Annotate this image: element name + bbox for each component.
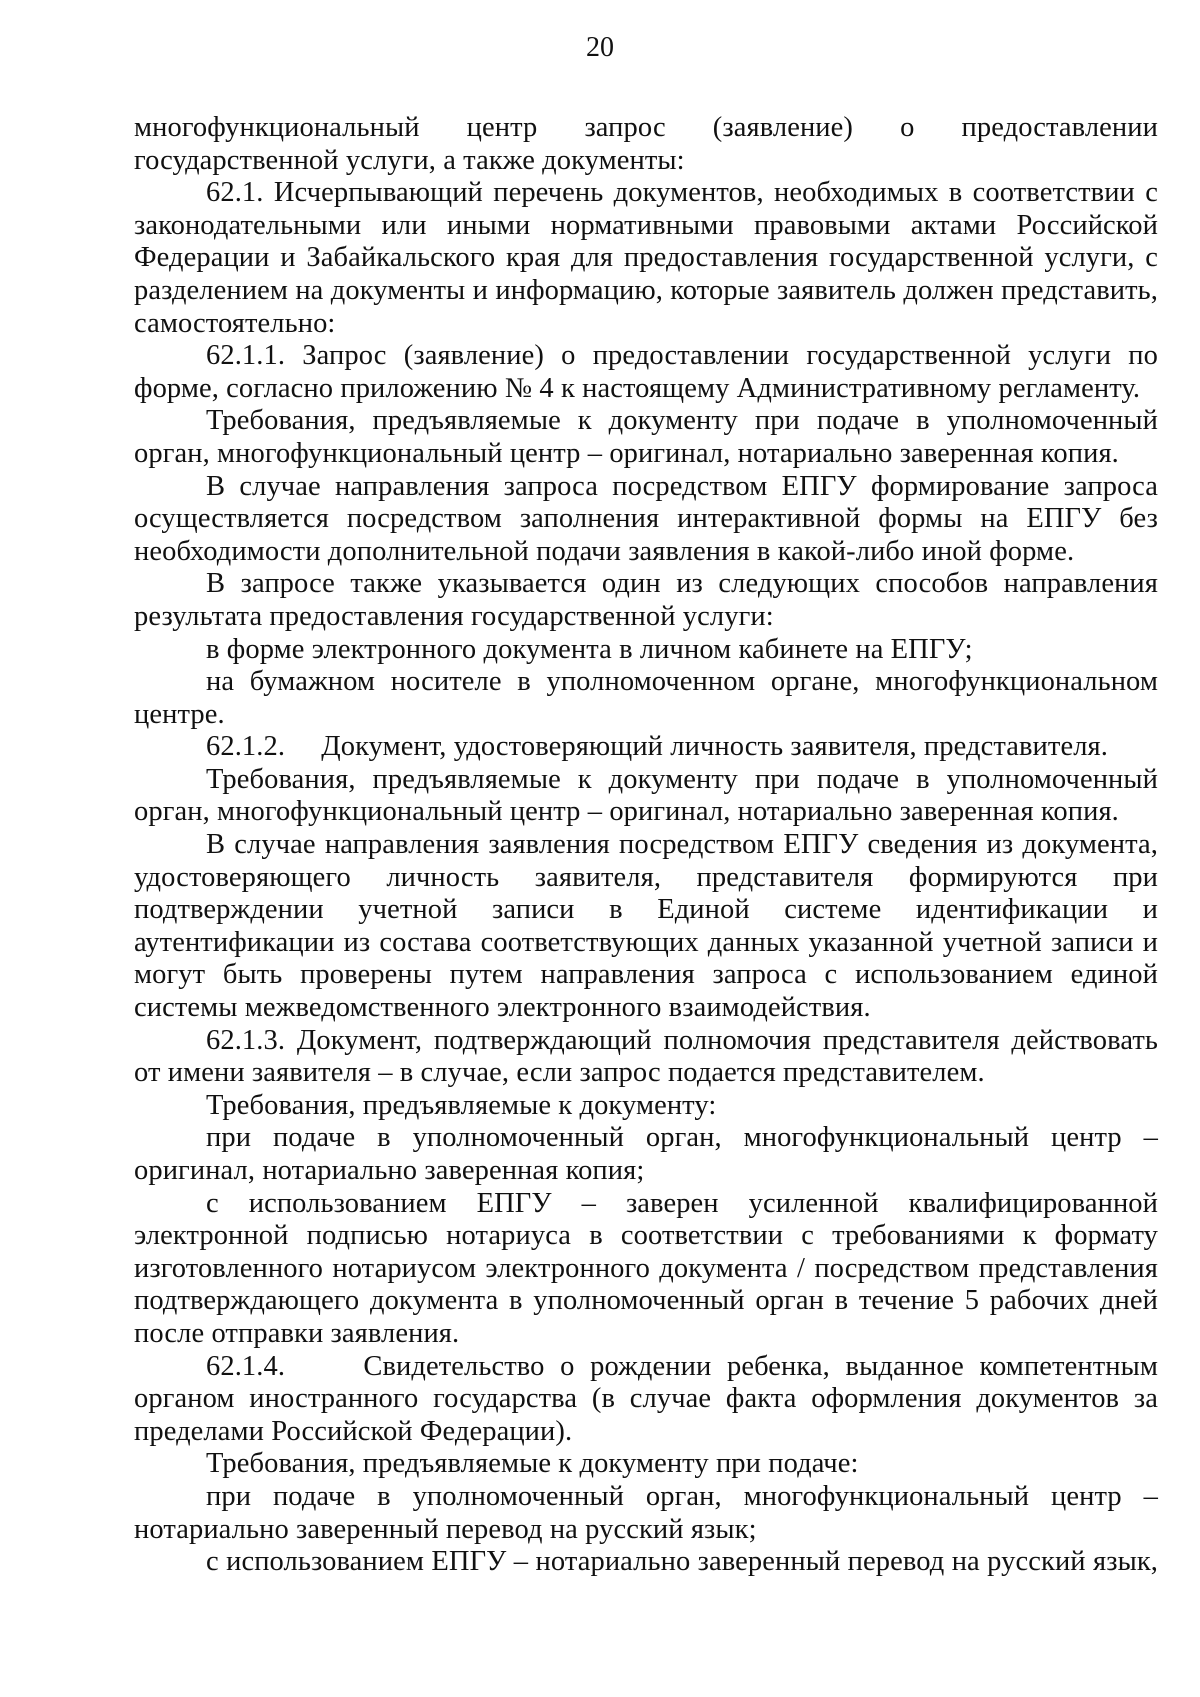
paragraph: 62.1. Исчерпывающий перечень документов, необходимых в соответствии с законодательными или иными нормативными правовыми актами Российской Федерации и Забайкальского края для предоставления государственной услуги, с разделением на документы и информацию, которые заявитель должен представить, самостоятельно: (134, 177, 1166, 339)
paragraph: при подаче в уполномоченный орган, многофункциональный центр – оригинал, нотариально заверенная копия; (134, 1122, 1166, 1186)
paragraph: Требования, предъявляемые к документу при подаче в уполномоченный орган, многофункциональный центр – оригинал, нотариально заверенная копия. (134, 405, 1166, 469)
paragraph: Требования, предъявляемые к документу: (206, 1089, 717, 1121)
paragraph: 62.1.1. Запрос (заявление) о предоставлении государственной услуги по форме, согласно приложению № 4 к настоящему Административному регламенту. (134, 340, 1166, 404)
paragraph: 62.1.4. Свидетельство о рождении ребенка, выданное компетентным органом иностранного государства (в случае факта оформления документов за пределами Российской Федерации). (134, 1350, 1166, 1447)
paragraph: В случае направления запроса посредством ЕПГУ формирование запроса осуществляется посредством заполнения интерактивной формы на ЕПГУ без необходимости дополнительной подачи заявления в какой-либо иной форме. (134, 470, 1166, 567)
paragraph: Требования, предъявляемые к документу при подаче в уполномоченный орган, многофункциональный центр – оригинал, нотариально заверенная копия. (134, 763, 1166, 828)
paragraph: с использованием ЕПГУ – нотариально заверенный перевод на русский язык, (206, 1546, 1158, 1578)
paragraph: при подаче в уполномоченный орган, многофункциональный центр – нотариально заверенный перевод на русский язык; (134, 1480, 1166, 1545)
paragraph: 62.1.2. Документ, удостоверяющий личность заявителя, представителя. (206, 731, 1108, 763)
paragraph: Требования, предъявляемые к документу при подаче: (206, 1448, 859, 1480)
paragraph: 62.1.3. Документ, подтверждающий полномочия представителя действовать от имени заявителя – в случае, если запрос подается представителем. (134, 1024, 1166, 1089)
document-body (134, 112, 1166, 1579)
paragraph: в форме электронного документа в личном кабинете на ЕПГУ; (206, 633, 973, 665)
paragraph: В случае направления заявления посредством ЕПГУ сведения из документа, удостоверяющего личность заявителя, представителя формируются при подтверждении учетной записи в Единой системе идентификации и аутентификации из состава соответствующих данных указанной учетной записи и могут быть проверены путем направления запроса с использованием единой системы межведомственного электронного взаимодействия. (134, 829, 1166, 1024)
paragraph: с использованием ЕПГУ – заверен усиленной квалифицированной электронной подписью нотариуса в соответствии с требованиями к формату изготовленного нотариусом электронного документа / посредством представления подтверждающего документа в уполномоченный орган в течение 5 рабочих дней после отправки заявления. (134, 1187, 1166, 1349)
paragraph: В запросе также указывается один из следующих способов направления результата предоставления государственной услуги: (134, 568, 1166, 632)
paragraph: многофункциональный центр запрос (заявление) о предоставлении государственной услуги, а также документы: (134, 112, 1166, 176)
paragraph: на бумажном носителе в уполномоченном органе, многофункциональном центре. (134, 666, 1166, 730)
page-number: 20 (586, 32, 614, 63)
